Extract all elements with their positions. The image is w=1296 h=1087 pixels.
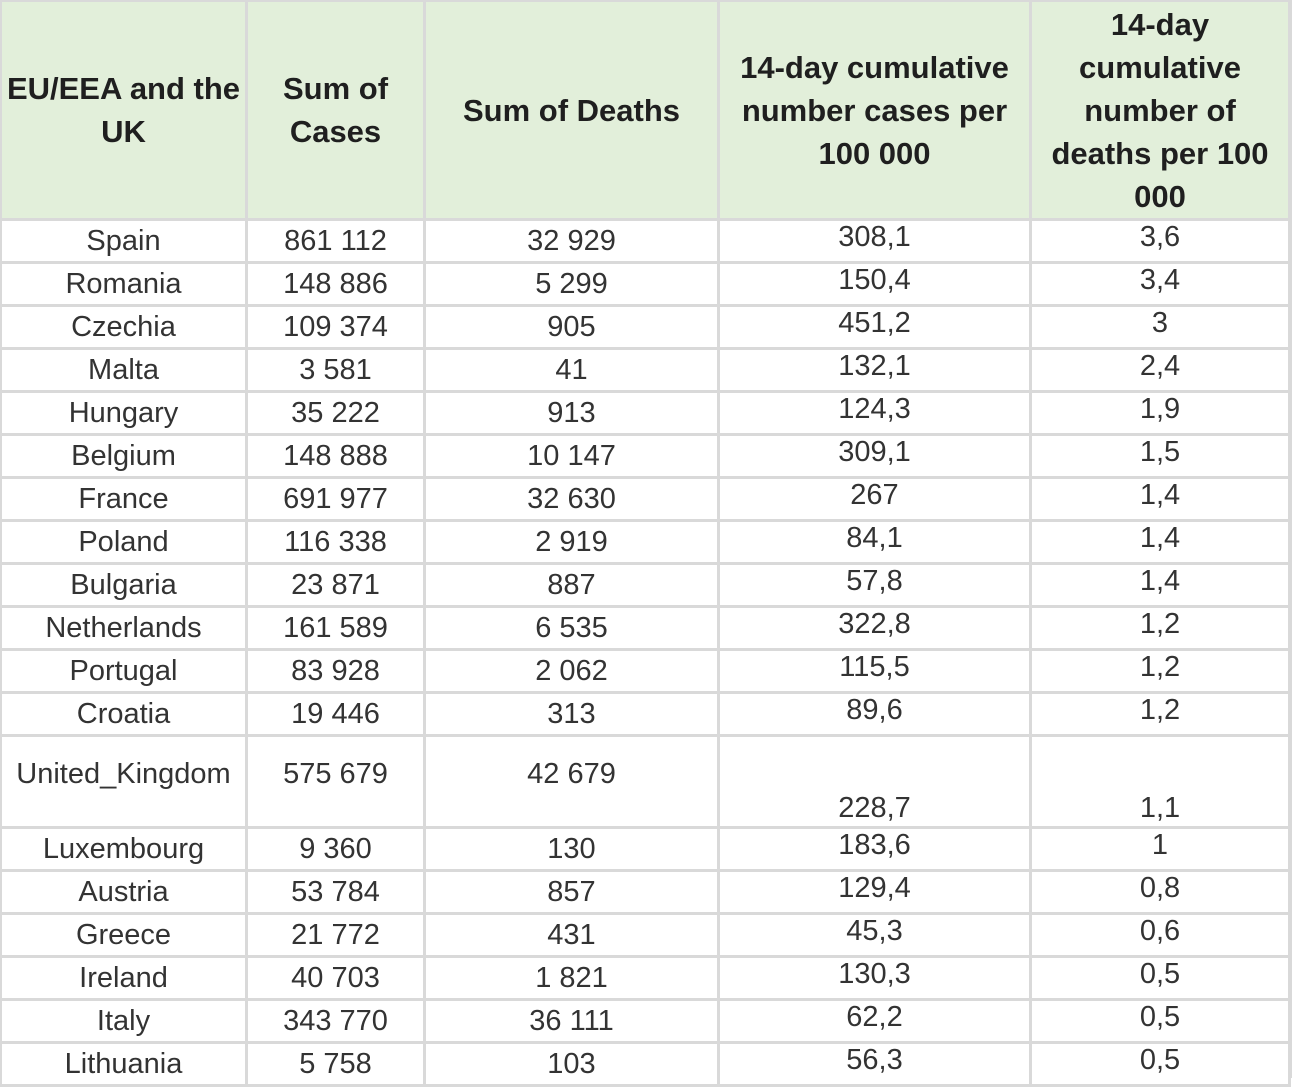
cell-cases: 3 581 — [248, 350, 423, 390]
cell-case-rate: 62,2 — [720, 1001, 1029, 1041]
cell-death-rate: 1,2 — [1032, 651, 1288, 691]
table-row — [2, 436, 1288, 476]
cell-deaths: 431 — [426, 915, 717, 955]
cell-country: Croatia — [2, 694, 245, 734]
cell-country: United_Kingdom — [2, 737, 245, 826]
cell-deaths: 2 062 — [426, 651, 717, 691]
table-row — [2, 479, 1288, 519]
cell-case-rate: 322,8 — [720, 608, 1029, 648]
cell-case-rate: 124,3 — [720, 393, 1029, 433]
cell-death-rate: 3,6 — [1032, 221, 1288, 261]
table-row — [2, 307, 1288, 347]
table-row — [2, 1001, 1288, 1041]
cell-country: Greece — [2, 915, 245, 955]
cell-death-rate: 0,5 — [1032, 958, 1288, 998]
cell-cases: 148 886 — [248, 264, 423, 304]
header-death-rate: 14-day cumulative number of deaths per 100 000 — [1032, 2, 1288, 218]
cell-country: Bulgaria — [2, 565, 245, 605]
cell-cases: 691 977 — [248, 479, 423, 519]
table-row — [2, 829, 1288, 869]
cell-country: Czechia — [2, 307, 245, 347]
cell-case-rate: 308,1 — [720, 221, 1029, 261]
cell-country: Poland — [2, 522, 245, 562]
cell-death-rate: 1,2 — [1032, 694, 1288, 734]
table-row — [2, 1044, 1288, 1084]
cell-country: Netherlands — [2, 608, 245, 648]
cell-death-rate: 1,9 — [1032, 393, 1288, 433]
cell-country: Hungary — [2, 393, 245, 433]
cell-case-rate: 115,5 — [720, 651, 1029, 691]
table-row — [2, 264, 1288, 304]
cell-cases: 116 338 — [248, 522, 423, 562]
cell-deaths: 41 — [426, 350, 717, 390]
cell-death-rate: 1,4 — [1032, 522, 1288, 562]
table-row — [2, 565, 1288, 605]
cell-case-rate: 183,6 — [720, 829, 1029, 869]
cell-case-rate: 132,1 — [720, 350, 1029, 390]
table-row — [2, 350, 1288, 390]
cell-case-rate: 130,3 — [720, 958, 1029, 998]
table-row — [2, 872, 1288, 912]
cell-deaths: 887 — [426, 565, 717, 605]
cell-cases: 83 928 — [248, 651, 423, 691]
table-row — [2, 915, 1288, 955]
cell-cases: 23 871 — [248, 565, 423, 605]
cell-case-rate: 84,1 — [720, 522, 1029, 562]
cell-deaths: 42 679 — [426, 737, 717, 826]
cell-deaths: 10 147 — [426, 436, 717, 476]
cell-cases: 5 758 — [248, 1044, 423, 1084]
cell-death-rate: 0,6 — [1032, 915, 1288, 955]
table-row — [2, 694, 1288, 734]
cell-death-rate: 0,5 — [1032, 1001, 1288, 1041]
cell-country: Portugal — [2, 651, 245, 691]
cell-death-rate: 1,2 — [1032, 608, 1288, 648]
cell-country: Spain — [2, 221, 245, 261]
cell-deaths: 130 — [426, 829, 717, 869]
cell-deaths: 905 — [426, 307, 717, 347]
table-row — [2, 608, 1288, 648]
header-cases: Sum of Cases — [248, 2, 423, 218]
cell-country: Austria — [2, 872, 245, 912]
cell-deaths: 1 821 — [426, 958, 717, 998]
cell-case-rate: 57,8 — [720, 565, 1029, 605]
cell-country: Romania — [2, 264, 245, 304]
table-row — [2, 651, 1288, 691]
cell-cases: 53 784 — [248, 872, 423, 912]
cell-cases: 40 703 — [248, 958, 423, 998]
header-deaths: Sum of Deaths — [426, 2, 717, 218]
cell-cases: 575 679 — [248, 737, 423, 826]
cell-cases: 148 888 — [248, 436, 423, 476]
cell-country: Luxembourg — [2, 829, 245, 869]
cell-country: Ireland — [2, 958, 245, 998]
cell-deaths: 913 — [426, 393, 717, 433]
table-row — [2, 393, 1288, 433]
cell-death-rate: 3,4 — [1032, 264, 1288, 304]
cell-case-rate: 89,6 — [720, 694, 1029, 734]
cell-deaths: 32 630 — [426, 479, 717, 519]
cell-cases: 161 589 — [248, 608, 423, 648]
cell-deaths: 32 929 — [426, 221, 717, 261]
cell-deaths: 2 919 — [426, 522, 717, 562]
cell-death-rate: 2,4 — [1032, 350, 1288, 390]
table-row — [2, 737, 1288, 826]
header-case-rate: 14-day cumulative number cases per 100 000 — [720, 2, 1029, 218]
cell-cases: 343 770 — [248, 1001, 423, 1041]
cell-deaths: 5 299 — [426, 264, 717, 304]
cell-cases: 109 374 — [248, 307, 423, 347]
cell-deaths: 103 — [426, 1044, 717, 1084]
cell-country: Italy — [2, 1001, 245, 1041]
cell-death-rate: 0,8 — [1032, 872, 1288, 912]
cell-deaths: 857 — [426, 872, 717, 912]
cell-case-rate: 129,4 — [720, 872, 1029, 912]
table-row — [2, 522, 1288, 562]
cell-country: Belgium — [2, 436, 245, 476]
cell-country: Lithuania — [2, 1044, 245, 1084]
cell-death-rate: 1,4 — [1032, 565, 1288, 605]
table-row — [2, 221, 1288, 261]
cell-death-rate: 1,4 — [1032, 479, 1288, 519]
cell-death-rate: 1 — [1032, 829, 1288, 869]
cell-cases: 9 360 — [248, 829, 423, 869]
table-row — [2, 958, 1288, 998]
cell-country: France — [2, 479, 245, 519]
cell-deaths: 6 535 — [426, 608, 717, 648]
cell-case-rate: 45,3 — [720, 915, 1029, 955]
cell-death-rate: 0,5 — [1032, 1044, 1288, 1084]
cell-cases: 21 772 — [248, 915, 423, 955]
cell-case-rate: 56,3 — [720, 1044, 1029, 1084]
table-body — [2, 221, 1288, 1084]
cell-case-rate: 150,4 — [720, 264, 1029, 304]
cell-cases: 19 446 — [248, 694, 423, 734]
cell-country: Malta — [2, 350, 245, 390]
cell-case-rate: 451,2 — [720, 307, 1029, 347]
header-row — [2, 2, 1288, 218]
cell-case-rate: 309,1 — [720, 436, 1029, 476]
cell-deaths: 36 111 — [426, 1001, 717, 1041]
cell-cases: 35 222 — [248, 393, 423, 433]
cell-death-rate: 3 — [1032, 307, 1288, 347]
cell-case-rate: 228,7 — [720, 737, 1029, 826]
cell-deaths: 313 — [426, 694, 717, 734]
cell-death-rate: 1,5 — [1032, 436, 1288, 476]
cell-death-rate: 1,1 — [1032, 737, 1288, 826]
header-country: EU/EEA and the UK — [2, 2, 245, 218]
cell-case-rate: 267 — [720, 479, 1029, 519]
cell-cases: 861 112 — [248, 221, 423, 261]
